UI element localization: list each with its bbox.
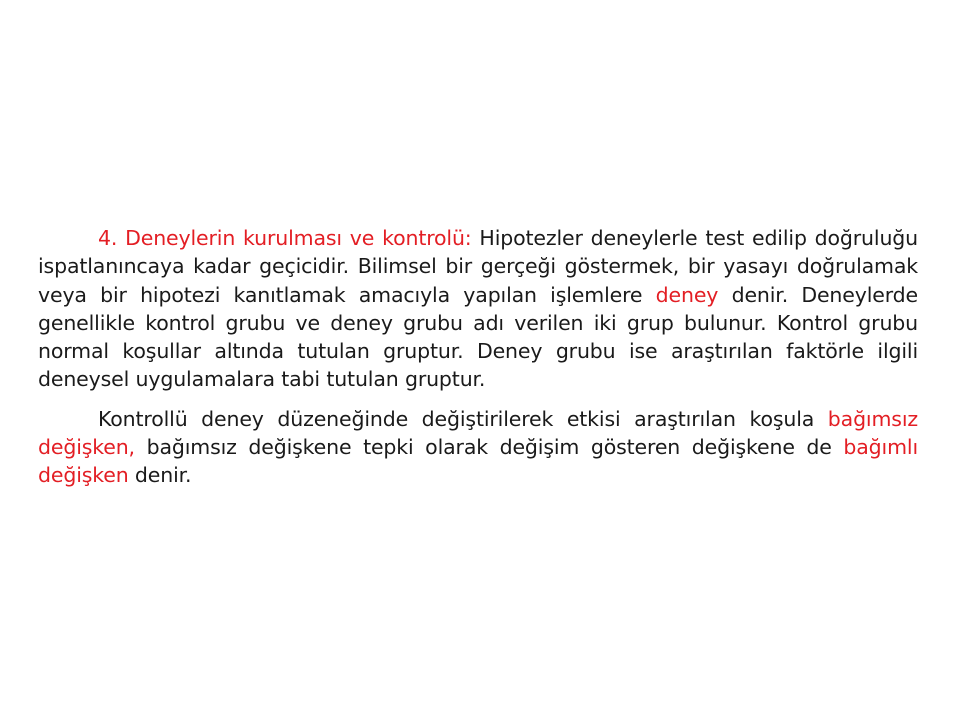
slide-content bbox=[38, 224, 918, 490]
paragraph-text: Kontrollü deney düzeneğinde değiştirilerek etkisi araştırılan koşula bbox=[98, 406, 828, 431]
section-heading: 4. Deneylerin kurulması ve kontrolü: bbox=[98, 226, 472, 250]
paragraph-text: Hipotezler deneylerle test edilip doğruluğu ispatlanıncaya kadar geçicidir. Bilimsel bir gerçeği göstermek, bir yasayı doğrulamak veya bir hipotezi kanıtlamak amacıyla yapılan işlemlere bbox=[38, 226, 918, 307]
paragraph-variables bbox=[38, 405, 918, 490]
paragraph-text: denir. bbox=[128, 463, 192, 488]
paragraph-experiments bbox=[38, 224, 918, 394]
term-deney: deney bbox=[655, 282, 719, 307]
term-independent-variable: bağımsız değişken, bbox=[38, 406, 918, 460]
paragraph-text: bağımsız değişkene tepki olarak değişim gösteren değişkene de bbox=[134, 435, 844, 460]
term-dependent-variable: bağımlı değişken bbox=[38, 435, 918, 488]
paragraph-text: denir. Deneylerde genellikle kontrol grubu ve deney grubu adı verilen iki grup bulunur. Kontrol grubu normal koşullar altında tutulan gruptur. Deney grubu ise araştırılan faktörle ilgili deneysel uygulamalara tabi tutulan gruptur. bbox=[38, 282, 918, 392]
